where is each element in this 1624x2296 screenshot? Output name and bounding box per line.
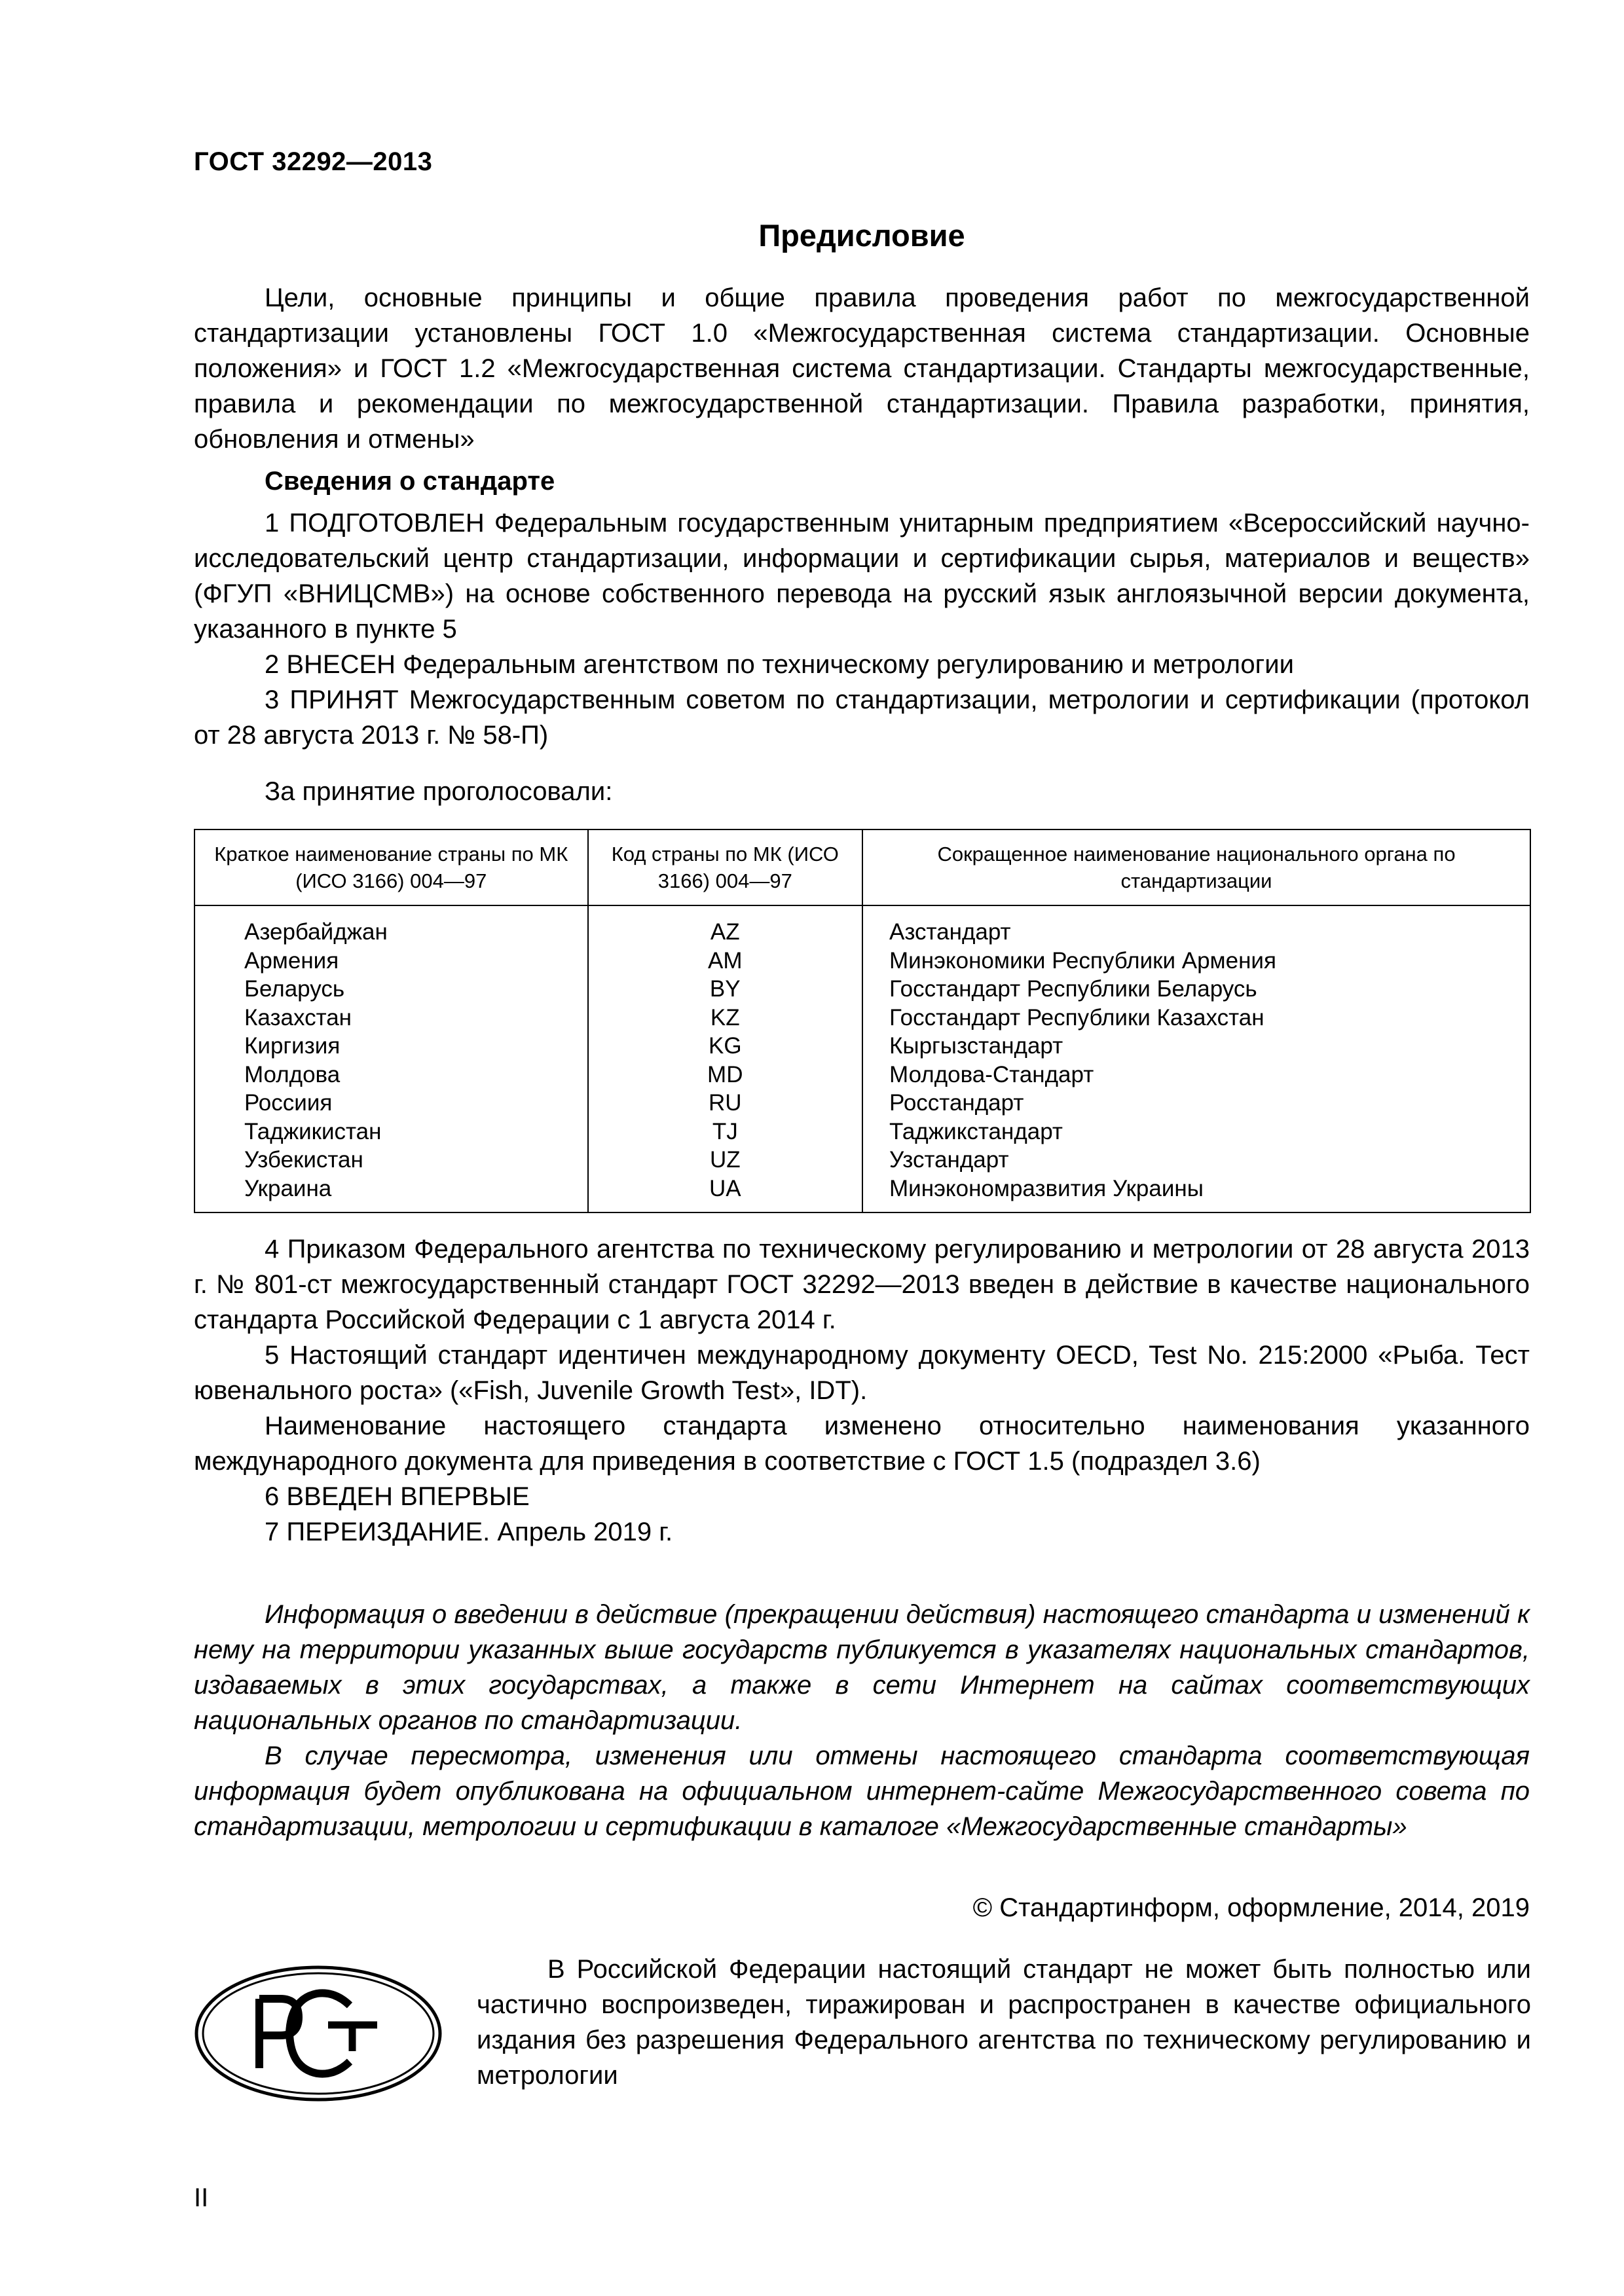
item-2-introduced: 2 ВНЕСЕН Федеральным агентством по техническому регулированию и метрологии	[265, 650, 1294, 679]
item-1-prepared: 1 ПОДГОТОВЛЕН Федеральным государственным унитарным предприятием «Всероссийский научно-исследовательский центр стандартизации, информации и сертификации сырья, материалов и веществ» (ФГУП «ВНИЦСМВ») на основе собственного перевода на русский язык англоязычной версии документа, указанного в пункте 5	[194, 509, 1530, 644]
item-7-reissue: 7 ПЕРЕИЗДАНИЕ. Апрель 2019 г.	[265, 1518, 673, 1546]
country-cell: Украина	[194, 1175, 588, 1213]
code-cell: MD	[588, 1061, 863, 1089]
country-cell: Таджикистан	[194, 1118, 588, 1146]
table-row	[194, 905, 1530, 947]
document-content	[194, 216, 1530, 2128]
country-cell: Молдова	[194, 1061, 588, 1089]
country-cell: Беларусь	[194, 975, 588, 1004]
body-cell: Минэкономики Республики Армения	[862, 947, 1530, 975]
table-row	[194, 975, 1530, 1004]
country-cell: Узбекистан	[194, 1146, 588, 1175]
document-code-header: ГОСТ 32292—2013	[194, 147, 433, 176]
code-cell: AM	[588, 947, 863, 975]
notice-introduction-info: Информация о введении в действие (прекращении действия) настоящего стандарта и изменений к нему на территории указанных выше государств публикуется в указателях национальных стандартов, издаваемых в этих государствах, а также в сети Интернет на сайтах соответствующих национальных органов по стандартизации.	[194, 1600, 1530, 1735]
table-row	[194, 1146, 1530, 1175]
table-header-row	[194, 829, 1530, 905]
code-cell: KZ	[588, 1004, 863, 1032]
code-cell: UA	[588, 1175, 863, 1213]
item-4-order: 4 Приказом Федерального агентства по техническому регулированию и метрологии от 28 августа 2013 г. № 801-ст межгосударственный стандарт ГОСТ 32292—2013 введен в действие в качестве национального стандарта Российской Федерации с 1 августа 2014 г.	[194, 1235, 1530, 1334]
rights-notice: В Российской Федерации настоящий стандарт не может быть полностью или частично воспроизведен, тиражирован и распространен в качестве официального издания без разрешения Федерального агентства по техническому регулированию и метрологии	[477, 1955, 1531, 2090]
country-cell: Россиия	[194, 1089, 588, 1118]
country-cell: Казахстан	[194, 1004, 588, 1032]
code-cell: KG	[588, 1032, 863, 1061]
body-cell: Кыргызстандарт	[862, 1032, 1530, 1061]
table-row	[194, 1175, 1530, 1213]
body-cell: Таджикстандарт	[862, 1118, 1530, 1146]
item-5-identity: 5 Настоящий стандарт идентичен международному документу OECD, Test No. 215:2000 «Рыба. Тест ювенального роста» («Fish, Juvenile Growth Test», IDT).	[194, 1341, 1530, 1405]
body-cell: Госстандарт Республики Беларусь	[862, 975, 1530, 1004]
body-cell: Узстандарт	[862, 1146, 1530, 1175]
code-cell: TJ	[588, 1118, 863, 1146]
table-row	[194, 1032, 1530, 1061]
item-6-first-introduced: 6 ВВЕДЕН ВПЕРВЫЕ	[265, 1482, 530, 1511]
item-3-adopted: 3 ПРИНЯТ Межгосударственным советом по стандартизации, метрологии и сертификации (протокол от 28 августа 2013 г. № 58-П)	[194, 685, 1530, 750]
column-header-country: Краткое наименование страны по МК (ИСО 3166) 004—97	[194, 829, 588, 905]
page-title: Предисловие	[758, 218, 965, 253]
rights-section	[194, 1952, 1530, 2128]
body-cell: Минэкономразвития Украины	[862, 1175, 1530, 1213]
table-row	[194, 1004, 1530, 1032]
country-cell: Армения	[194, 947, 588, 975]
info-heading: Сведения о стандарте	[265, 467, 555, 496]
copyright-line: © Стандартинформ, оформление, 2014, 2019	[972, 1893, 1530, 1922]
body-cell: Госстандарт Республики Казахстан	[862, 1004, 1530, 1032]
code-cell: BY	[588, 975, 863, 1004]
voted-label: За принятие проголосовали:	[265, 777, 613, 806]
item-5-name-note: Наименование настоящего стандарта изменено относительно наименования указанного международного документа для приведения в соответствие с ГОСТ 1.5 (подраздел 3.6)	[194, 1412, 1530, 1476]
country-cell: Азербайджан	[194, 905, 588, 947]
code-cell: UZ	[588, 1146, 863, 1175]
rst-logo-icon	[194, 1965, 443, 2102]
body-cell: Азстандарт	[862, 905, 1530, 947]
table-row	[194, 1089, 1530, 1118]
table-row	[194, 1118, 1530, 1146]
column-header-code: Код страны по МК (ИСО 3166) 004—97	[588, 829, 863, 905]
page-number: II	[194, 2183, 209, 2212]
countries-table	[194, 829, 1531, 1213]
body-cell: Молдова-Стандарт	[862, 1061, 1530, 1089]
body-cell: Росстандарт	[862, 1089, 1530, 1118]
column-header-body: Сокращенное наименование национального органа по стандартизации	[862, 829, 1530, 905]
country-cell: Киргизия	[194, 1032, 588, 1061]
code-cell: AZ	[588, 905, 863, 947]
table-row	[194, 947, 1530, 975]
notice-revision-info: В случае пересмотра, изменения или отмены настоящего стандарта соответствующая информация будет опубликована на официальном интернет-сайте Межгосударственного совета по стандартизации, метрологии и сертификации в каталоге «Межгосударственные стандарты»	[194, 1741, 1530, 1841]
table-row	[194, 1061, 1530, 1089]
code-cell: RU	[588, 1089, 863, 1118]
intro-paragraph: Цели, основные принципы и общие правила проведения работ по межгосударственной стандартизации установлены ГОСТ 1.0 «Межгосударственная система стандартизации. Основные положения» и ГОСТ 1.2 «Межгосударственная система стандартизации. Стандарты межгосударственные, правила и рекомендации по межгосударственной стандартизации. Правила разработки, принятия, обновления и отмены»	[194, 283, 1530, 454]
